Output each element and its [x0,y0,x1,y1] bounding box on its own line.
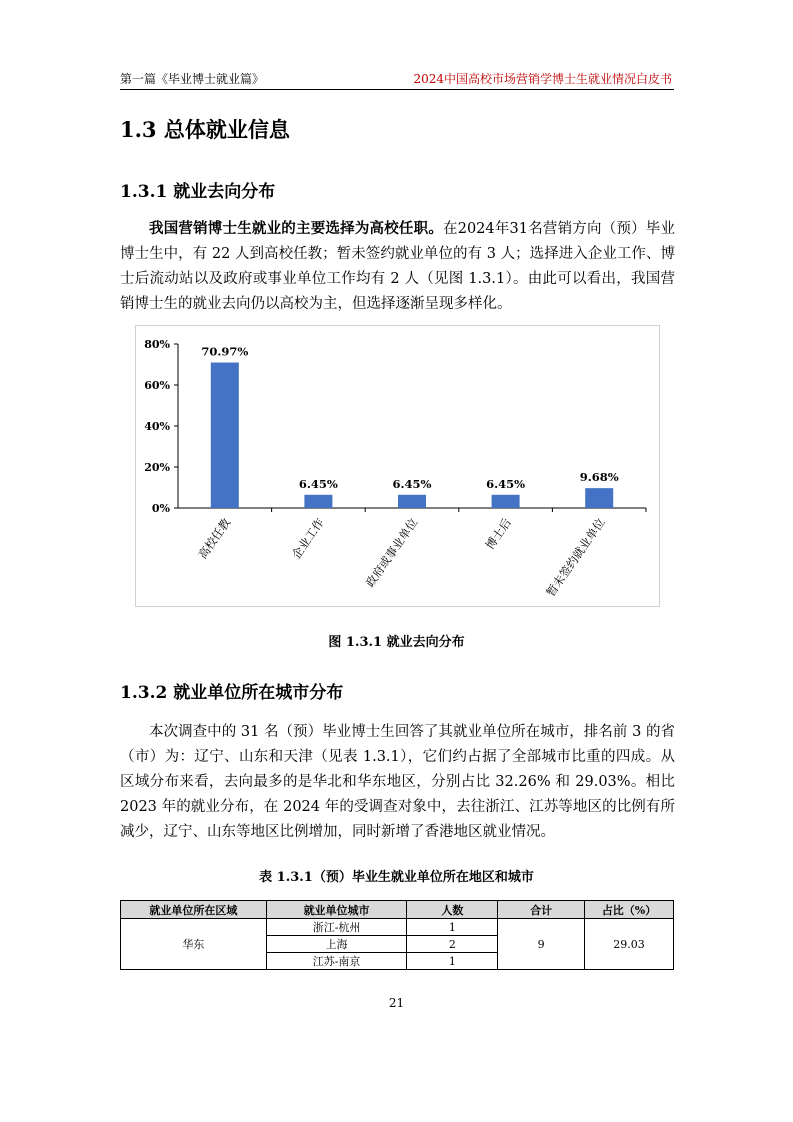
data-label: 70.97% [201,344,249,359]
table-header-row [121,901,674,919]
page-number: 21 [388,996,405,1010]
bar-chart-svg [136,326,659,606]
header-rule [120,89,674,90]
bar-chart [135,325,660,607]
subsection-title-1: 1.3.1 就业去向分布 [120,182,276,202]
x-tick-label: 政府或事业单位 [362,515,421,590]
figure-caption: 图 1.3.1 就业去向分布 [328,635,465,650]
table-header: 占比（%） [585,901,674,919]
region-city-table [120,900,674,970]
data-label: 6.45% [486,476,526,491]
table-cell-city: 浙江-杭州 [266,919,407,936]
y-tick-label: 80% [144,338,170,351]
header-left: 第一篇《毕业博士就业篇》 [120,72,265,86]
table-cell-percent: 29.03 [585,919,674,970]
data-label: 9.68% [579,470,619,485]
data-label: 6.45% [298,476,338,491]
bar [492,495,520,508]
bar [304,495,332,508]
table-cell-count: 2 [407,936,498,953]
x-tick-label: 博士后 [482,515,515,552]
table-cell-count: 1 [407,919,498,936]
table-caption: 表 1.3.1（预）毕业生就业单位所在地区和城市 [259,870,534,885]
table-header: 就业单位所在区域 [121,901,267,919]
y-tick-label: 0% [151,502,170,515]
paragraph-1 [120,216,675,317]
paragraph-1-bold: 我国营销博士生就业的主要选择为高校任职。 [149,220,444,237]
header-right: 2024中国高校市场营销学博士生就业情况白皮书 [413,72,672,86]
bar [211,363,239,508]
paragraph-2: 本次调查中的 31 名（预）毕业博士生回答了其就业单位所在城市，排名前 3 的省（市）为：辽宁、山东和天津（见表 1.3.1），它们约占据了全部城市比重的四成。从区域分布来看，去向最多的是华北和华东地区，分别占比 32.26% 和 29.03%。相比 2023 年的就业分布，在 2024 年的受调查对象中，去往浙江、江苏等地区的比例有所减少，辽宁、山东等地区比例增加，同时新增了香港地区就业情况。 [120,724,675,840]
table-cell-region: 华东 [121,919,267,970]
y-tick-label: 20% [144,461,170,474]
table-header: 人数 [407,901,498,919]
data-label: 6.45% [392,476,432,491]
table-header: 合计 [498,901,585,919]
table-cell-total: 9 [498,919,585,970]
bar [398,495,426,508]
section-title: 1.3 总体就业信息 [120,117,290,142]
bar [585,488,613,508]
x-tick-label: 暂未签约就业单位 [543,515,608,600]
y-tick-label: 40% [144,420,170,433]
table-cell-count: 1 [407,953,498,970]
table-cell-city: 上海 [266,936,407,953]
subsection-title-2: 1.3.2 就业单位所在城市分布 [120,683,344,703]
table-cell-city: 江苏-南京 [266,953,407,970]
x-tick-label: 企业工作 [289,515,327,562]
y-tick-label: 60% [144,379,170,392]
table-row [121,919,674,936]
table-header: 就业单位城市 [266,901,407,919]
paragraph-1-text: 在2024年31名营销方向（预）毕业博士生中，有 22 人到高校任教；暂未签约就业单位的有 3 人；选择进入企业工作、博士后流动站以及政府或事业单位工作均有 2 人（见图 1.3.1）。由此可以看出，我国营销博士生的就业去向仍以高校为主，但选择逐渐呈现多样化。 [120,221,675,312]
x-tick-label: 高校任教 [195,515,234,562]
